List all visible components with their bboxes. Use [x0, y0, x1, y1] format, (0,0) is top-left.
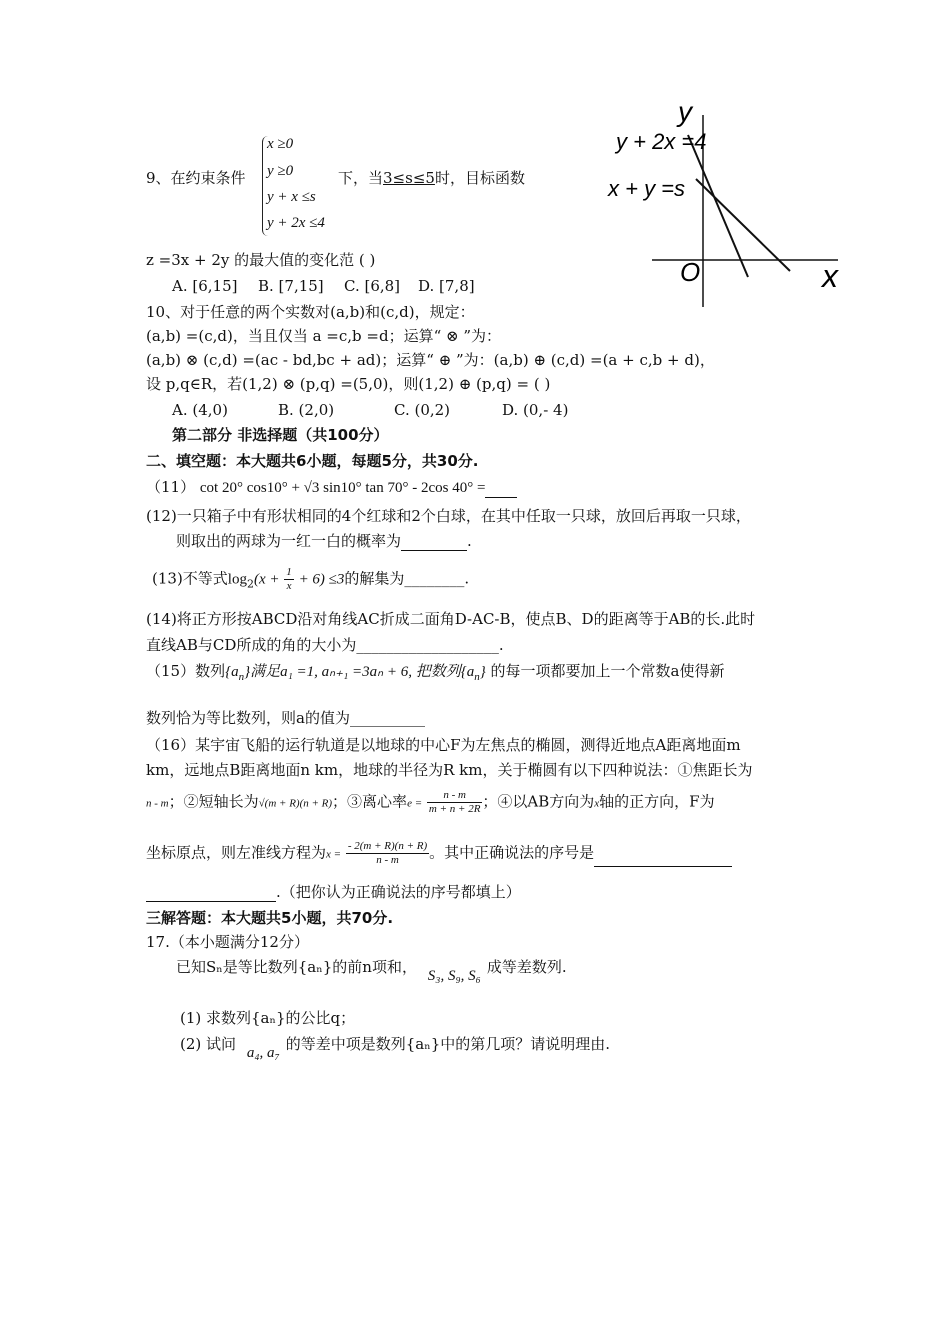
- q16-line5-text: .（把你认为正确说法的序号都填上）: [276, 883, 521, 901]
- q9-condition-line: [338, 168, 525, 188]
- q13-arg-b: + 6) ≤3: [298, 571, 345, 588]
- q9-option-b: B. [7,15]: [258, 277, 324, 295]
- q17-sub2a: (2) 试问: [180, 1035, 237, 1053]
- q16-line1: （16）某宇宙飞船的运行轨道是以地球的中心F为左焦点的椭圆，测得近地点A距离地面m: [146, 736, 741, 754]
- q9-option-a: A. [6,15]: [172, 277, 238, 295]
- q15-line2: 数列恰为等比数列，则a的值为__________: [146, 709, 425, 727]
- q16-focal: n - m: [146, 797, 169, 810]
- line2-label: x + y =s: [608, 176, 686, 201]
- q16-line5: [146, 882, 521, 902]
- q16-minor-axis: √(m + R)(n + R): [258, 797, 333, 810]
- q16-line2: km，远地点B距离地面n km，地球的半径为R km，关于椭圆有以下四种说法：①焦距长为: [146, 761, 753, 779]
- part2-title: 第二部分 非选择题（共100分）: [172, 426, 389, 444]
- q15-mid: 满足a₁ =1, aₙ₊₁ =3aₙ + 6, 把数列: [250, 664, 461, 680]
- q13-suffix: 的解集为________.: [344, 569, 470, 588]
- q16-s4b: 轴的正方向，F为: [599, 792, 715, 811]
- q15-set: {a: [225, 664, 239, 680]
- q13-prefix: (13)不等式: [152, 569, 228, 588]
- q16-dir-frac: [346, 840, 429, 867]
- q9-option-d: D. [7,8]: [418, 277, 475, 295]
- q11-blank: [485, 497, 517, 498]
- q10-line4: 设 p,q∈R，若(1,2) ⊗ (p,q) =(5,0)，则(1,2) ⊕ (p,q) = ( ): [146, 375, 551, 393]
- origin-label: O: [680, 257, 701, 287]
- q13-frac-num: 1: [286, 566, 292, 578]
- q16-blank-2: [146, 901, 276, 902]
- constraint-system: [262, 136, 343, 236]
- q16-e-frac: [427, 789, 483, 816]
- q17-line1: [176, 957, 567, 984]
- q10-option-d: D. (0,- 4): [502, 401, 569, 419]
- line-x-plus-y: [696, 179, 790, 271]
- q17-line1a: 已知Sₙ是等比数列{aₙ}的前n项和，: [176, 958, 417, 976]
- q9-prefix: 9、在约束条件: [146, 169, 246, 187]
- q17-sub2: [180, 1034, 611, 1061]
- q13-frac-den: x: [286, 580, 292, 592]
- line1-label: y + 2x =4: [616, 129, 707, 154]
- section2-title: 二、填空题：本大题共6小题，每题5分，共30分.: [146, 452, 479, 470]
- q16-e-den: m + n + 2R: [428, 803, 481, 815]
- q9-mid2: 时，目标函数: [434, 169, 525, 187]
- q9-option-c: C. [6,8]: [344, 277, 401, 295]
- q16-line4b: 。其中正确说法的序号是: [429, 843, 595, 862]
- q16-s4: ；④以AB方向为: [482, 792, 595, 811]
- constraint-3: y + x ≤s: [267, 189, 316, 205]
- q11-label: （11）: [146, 478, 196, 496]
- x-axis-label: x: [822, 258, 838, 294]
- q9-mid1: 下，当: [338, 169, 384, 187]
- q9-line2: z =3x + 2y 的最大值的变化范 ( ): [146, 251, 376, 269]
- q12-line2: [176, 531, 472, 551]
- q16-line3: [146, 789, 715, 816]
- q11-expr: cot 20° cos10° + √3 sin10° tan 70° - 2cos 40° =: [199, 480, 486, 496]
- line-y-plus-2x: [688, 135, 748, 277]
- q12-line1: (12)一只箱子中有形状相同的4个红球和2个白球，在其中任取一只球，放回后再取一只球，: [146, 507, 751, 525]
- q10-option-c: C. (0,2): [394, 401, 451, 419]
- q15-suffix: 的每一项都要加上一个常数a使得新: [490, 662, 725, 680]
- q16-dir-den: n - m: [376, 854, 399, 866]
- q13: [152, 566, 469, 595]
- q16-dir-num: - 2(m + R)(n + R): [347, 840, 428, 852]
- q9-condition: 3≤s≤5: [383, 169, 435, 187]
- q10-line3: (a,b) ⊗ (c,d) =(ac - bd,bc + ad)；运算“ ⊕ ”为：(a,b) ⊕ (c,d) =(a + c,b + d)，: [146, 351, 715, 369]
- q15-prefix: （15）数列: [146, 662, 226, 680]
- q17-terms: S₃, S₉, S₆: [427, 968, 481, 984]
- section3-title: 三解答题：本大题共5小题，共70分.: [146, 909, 394, 927]
- q10-line2: (a,b) =(c,d)，当且仅当 a =c,b =d；运算“ ⊗ ”为：: [146, 327, 502, 345]
- q11: [146, 477, 517, 498]
- constraint-4: y + 2x ≤4: [267, 215, 325, 231]
- q9-options: [172, 276, 475, 296]
- q16-xvar: x: [594, 797, 600, 810]
- q14-line2: 直线AB与CD所成的角的大小为___________________.: [146, 636, 504, 654]
- q16-e: e =: [407, 797, 423, 810]
- q16-line4a: 坐标原点，则左准线方程为: [146, 843, 327, 862]
- q10-option-b: B. (2,0): [278, 401, 335, 419]
- q12-end: .: [467, 532, 472, 550]
- y-axis-label: y: [678, 96, 692, 127]
- q15-line1: （15）数列$\{a_n\}$满足a₁ =1, aₙ₊₁ =3aₙ + 6, 把数列$\{a_n\}$ 的每一项都要加上一个常数a使得新: [146, 662, 725, 683]
- q13-log: log: [227, 571, 247, 588]
- q16-dir-x: x =: [326, 848, 342, 861]
- q17-header: 17.（本小题满分12分）: [146, 933, 309, 951]
- q13-arg-a: (x +: [253, 571, 280, 588]
- q10-option-a: A. (4,0): [172, 401, 228, 419]
- q14-line1: (14)将正方形按ABCD沿对角线AC折成二面角D-AC-B，使点B、D的距离等于AB的长.此时: [146, 610, 756, 628]
- q17-line1b: 成等差数列.: [486, 958, 567, 976]
- constraint-2: y ≥0: [267, 163, 294, 179]
- q17-sub2b: 的等差中项是数列{aₙ}中的第几项？请说明理由.: [285, 1035, 611, 1053]
- q12-blank: [401, 550, 467, 551]
- q13-base: 2: [246, 577, 254, 591]
- q16-line4: [146, 840, 732, 867]
- q13-fraction: [284, 566, 294, 593]
- q16-blank: [594, 866, 732, 867]
- constraint-1: x ≥0: [267, 136, 294, 152]
- q16-s3: ；③离心率: [332, 792, 408, 811]
- q16-e-num: n - m: [427, 789, 483, 803]
- q17-sub1: (1) 求数列{aₙ}的公比q；: [180, 1009, 356, 1027]
- q16-s2: ；②短轴长为: [168, 792, 259, 811]
- q15-set-sub: n: [238, 671, 245, 683]
- q10-line1: 10、对于任意的两个实数对(a,b)和(c,d)，规定：: [146, 303, 475, 321]
- q12-text: 则取出的两球为一红一白的概率为: [176, 532, 402, 550]
- q17-sub2-terms: a₄, a₇: [246, 1045, 280, 1061]
- q10-options: [172, 400, 568, 420]
- constraint-graph: [600, 95, 860, 315]
